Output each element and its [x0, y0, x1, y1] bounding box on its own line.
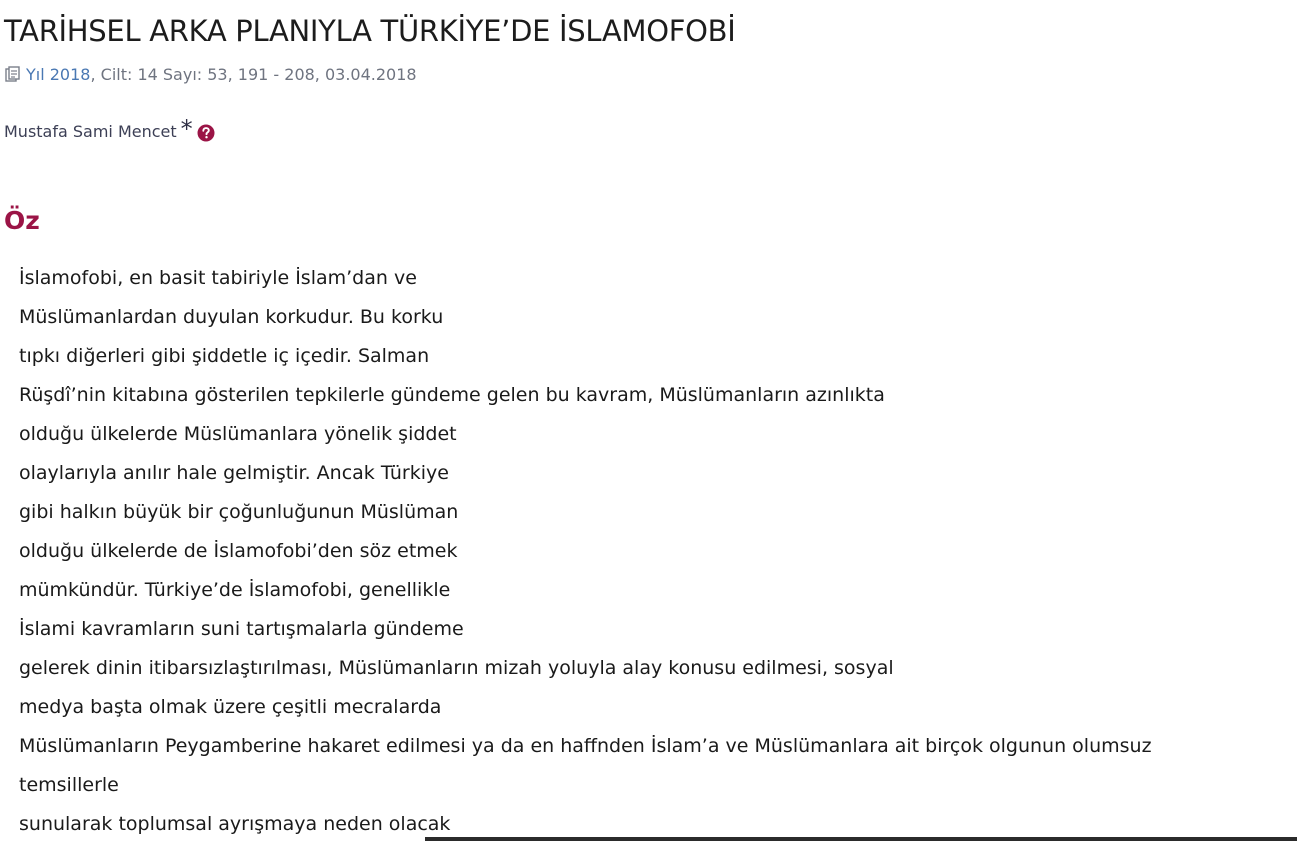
abstract-line: Rüşdî’nin kitabına gösterilen tepkilerle gündeme gelen bu kavram, Müslümanların azınlıkta — [19, 384, 885, 406]
abstract-line: olduğu ülkelerde Müslümanlara yönelik şiddet — [19, 423, 457, 445]
author-line — [4, 115, 215, 146]
issue-year-link[interactable]: Yıl 2018 — [26, 65, 91, 84]
question-circle-icon[interactable] — [197, 123, 215, 141]
abstract-line: gibi halkın büyük bir çoğunluğunun Müslüman — [19, 501, 459, 523]
abstract-line: İslamofobi, en basit tabiriyle İslam’dan ve — [19, 267, 417, 289]
abstract-line: temsillerle — [19, 774, 119, 796]
corresponding-author-star[interactable]: * — [180, 115, 193, 143]
abstract-line: Müslümanların Peygamberine hakaret edilmesi ya da en haffnden İslam’a ve Müslümanlara ait birçok olgunun olumsuz — [19, 735, 1152, 757]
abstract-line: İslami kavramların suni tartışmalarla gündeme — [19, 618, 464, 640]
copy-document-icon — [4, 66, 22, 84]
author-name[interactable]: Mustafa Sami Mencet — [4, 122, 177, 141]
abstract-line: tıpkı diğerleri gibi şiddetle iç içedir. Salman — [19, 345, 430, 367]
abstract-heading: Öz — [4, 206, 40, 235]
abstract-line: olaylarıyla anılır hale gelmiştir. Ancak Türkiye — [19, 462, 449, 484]
abstract-line: medya başta olmak üzere çeşitli mecralarda — [19, 696, 442, 718]
abstract-line: gelerek dinin itibarsızlaştırılması, Müslümanların mizah yoluyla alay konusu edilmesi, sosyal — [19, 657, 894, 679]
abstract-line: mümkündür. Türkiye’de İslamofobi, genellikle — [19, 579, 451, 601]
abstract-line: olduğu ülkelerde de İslamofobi’den söz etmek — [19, 540, 458, 562]
abstract-text — [19, 259, 1289, 841]
abstract-line: Müslümanlardan duyulan korkudur. Bu korku — [19, 306, 444, 328]
abstract-line: sunularak toplumsal ayrışmaya neden olacak — [19, 813, 451, 835]
horizontal-scrollbar[interactable] — [425, 837, 1297, 841]
article-meta — [4, 64, 417, 86]
issue-details: , Cilt: 14 Sayı: 53, 191 - 208, 03.04.2018 — [90, 65, 417, 84]
article-title: TARİHSEL ARKA PLANIYLA TÜRKİYE’DE İSLAMOFOBİ — [4, 14, 736, 48]
